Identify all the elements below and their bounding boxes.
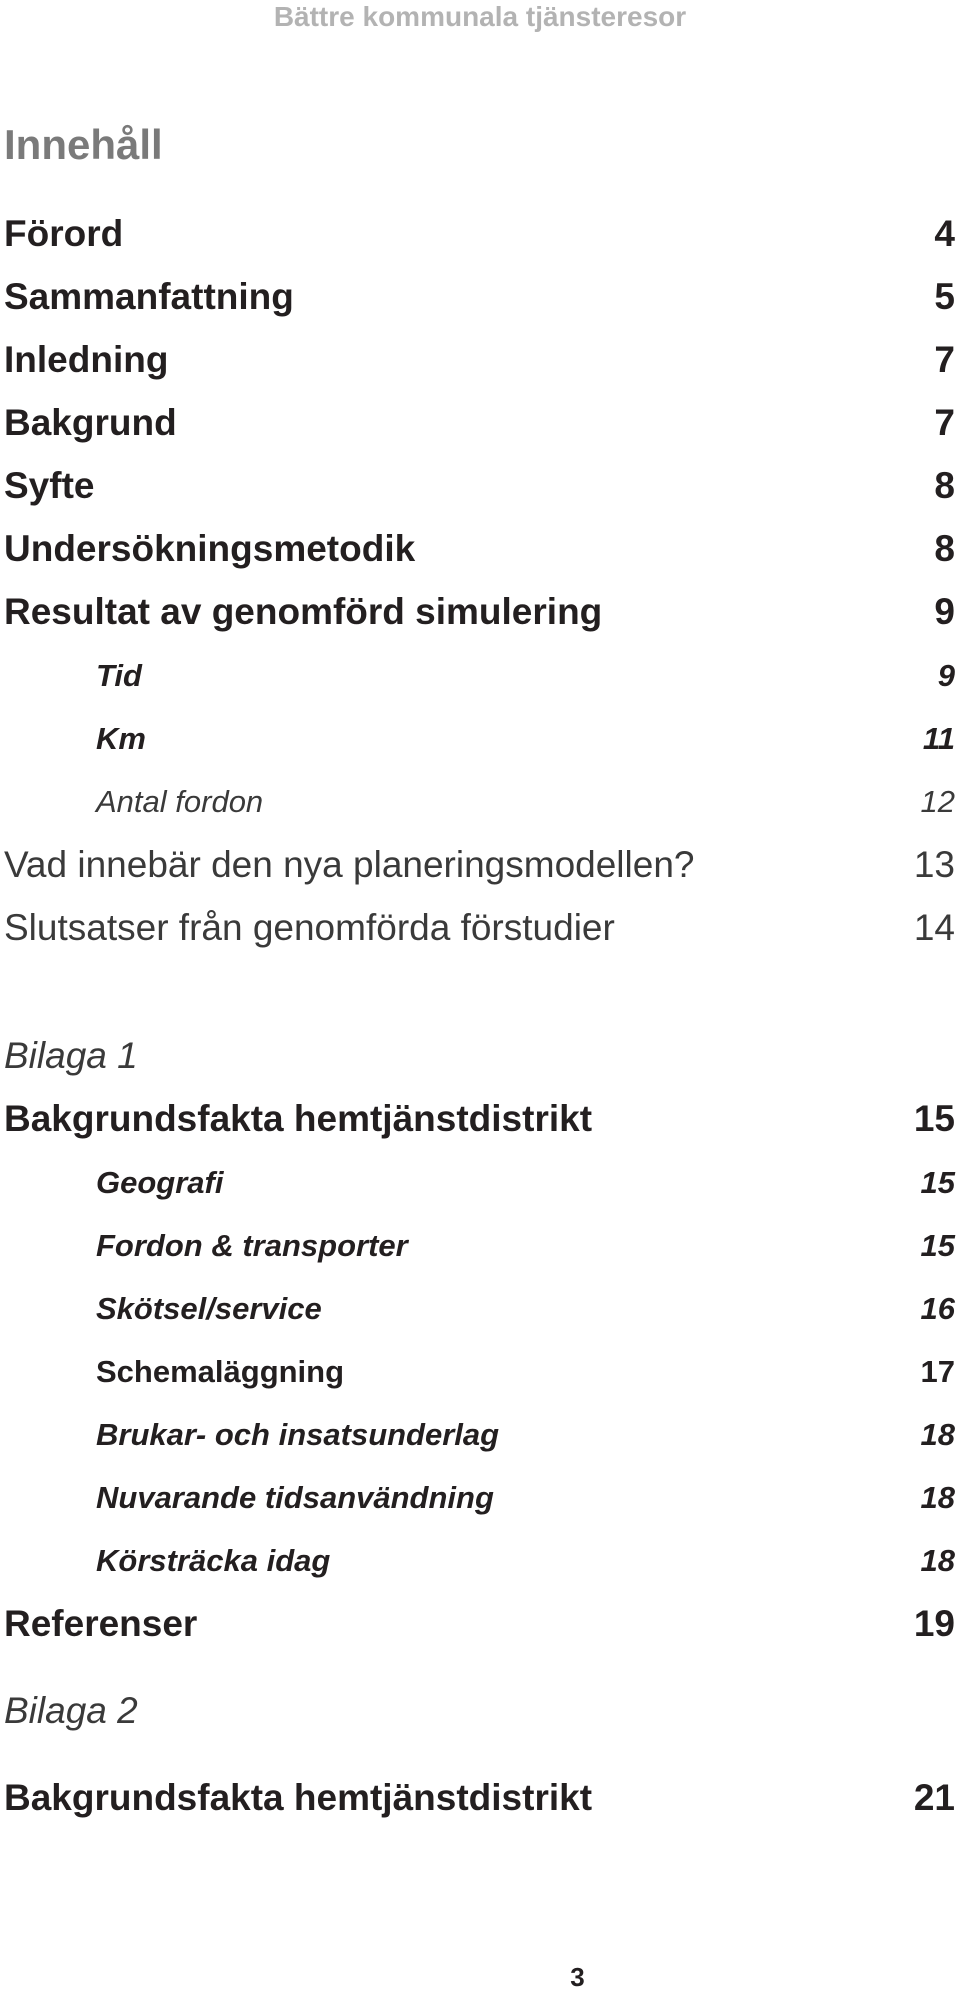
toc-entry-page: 8 <box>934 465 955 506</box>
running-header: Bättre kommunala tjänsteresor <box>273 1 687 32</box>
toc-subentry-korstracka-idag[interactable] <box>4 1541 955 1581</box>
toc-entry-page: 14 <box>913 907 955 948</box>
toc-entry-undersokningsmetodik[interactable] <box>4 527 955 571</box>
toc-entry-bakgrund[interactable] <box>4 401 955 445</box>
toc-entry-label: Slutsatser från genomförda förstudier <box>4 907 615 948</box>
toc-entry-page: 8 <box>934 528 955 569</box>
toc-subentry-fordon-transporter[interactable] <box>4 1226 955 1266</box>
appendix-2-title: Bilaga 2 <box>4 1690 138 1731</box>
toc-entry-label: Undersökningsmetodik <box>4 528 416 569</box>
toc-entry-page: 18 <box>920 1417 955 1452</box>
toc-entry-syfte[interactable] <box>4 464 955 508</box>
toc-entry-label: Fordon & transporter <box>96 1228 408 1263</box>
toc-subentry-geografi[interactable] <box>4 1163 955 1203</box>
toc-entry-label: Bakgrund <box>4 402 177 443</box>
toc-entry-forord[interactable] <box>4 212 955 256</box>
toc-subentry-schemalaggning[interactable] <box>4 1352 955 1392</box>
toc-entry-bakgrundsfakta-2[interactable] <box>4 1776 955 1820</box>
toc-entry-resultat[interactable] <box>4 590 955 634</box>
toc-subentry-brukar-insatsunderlag[interactable] <box>4 1415 955 1455</box>
toc-title: Innehåll <box>4 121 163 168</box>
toc-entry-label: Förord <box>4 213 124 254</box>
toc-entry-page: 11 <box>922 721 955 756</box>
toc-subentry-km[interactable] <box>4 719 955 759</box>
toc-entry-page: 4 <box>934 213 955 254</box>
toc-entry-label: Syfte <box>4 465 95 506</box>
toc-entry-label: Bakgrundsfakta hemtjänstdistrikt <box>4 1098 593 1139</box>
toc-subentry-skotsel-service[interactable] <box>4 1289 955 1329</box>
toc-entry-label: Antal fordon <box>96 784 264 819</box>
toc-entry-label: Brukar- och insatsunderlag <box>96 1417 500 1452</box>
toc-entry-bakgrundsfakta-1[interactable] <box>4 1097 955 1141</box>
toc-entry-sammanfattning[interactable] <box>4 275 955 319</box>
toc-entry-page: 7 <box>934 339 955 380</box>
toc-entry-page: 7 <box>934 402 955 443</box>
toc-subentry-nuvarande-tidsanvandning[interactable] <box>4 1478 955 1518</box>
toc-subentry-tid[interactable] <box>4 656 955 696</box>
appendix-1-title: Bilaga 1 <box>4 1035 138 1076</box>
toc-entry-page: 19 <box>913 1603 955 1644</box>
toc-entry-page: 18 <box>920 1480 955 1515</box>
toc-entry-page: 16 <box>920 1291 955 1326</box>
toc-entry-page: 18 <box>920 1543 955 1578</box>
toc-entry-label: Inledning <box>4 339 169 380</box>
toc-entry-label: Nuvarande tidsanvändning <box>96 1480 494 1515</box>
toc-entry-page: 9 <box>937 658 955 693</box>
toc-entry-label: Sammanfattning <box>4 276 294 317</box>
toc-entry-inledning[interactable] <box>4 338 955 382</box>
toc-entry-label: Bakgrundsfakta hemtjänstdistrikt <box>4 1777 593 1818</box>
toc-entry-page: 17 <box>920 1354 955 1389</box>
toc-entry-page: 12 <box>920 784 955 819</box>
toc-entry-label: Resultat av genomförd simulering <box>4 591 603 632</box>
toc-entry-page: 15 <box>913 1098 955 1139</box>
toc-entry-label: Tid <box>96 658 142 693</box>
toc-entry-label: Schemaläggning <box>96 1354 345 1389</box>
toc-entry-planeringsmodellen[interactable] <box>4 843 955 887</box>
toc-entry-page: 9 <box>934 591 955 632</box>
toc-entry-referenser[interactable] <box>4 1602 955 1646</box>
toc-subentry-antal-fordon[interactable] <box>4 782 955 822</box>
toc-entry-label: Referenser <box>4 1603 198 1644</box>
toc-entry-label: Körsträcka idag <box>96 1543 331 1578</box>
toc-entry-page: 15 <box>920 1165 955 1200</box>
toc-entry-page: 5 <box>934 276 955 317</box>
toc-entry-slutsatser[interactable] <box>4 906 955 950</box>
toc-entry-label: Vad innebär den nya planeringsmodellen? <box>4 844 695 885</box>
toc-entry-label: Skötsel/service <box>96 1291 322 1326</box>
toc-entry-page: 15 <box>920 1228 955 1263</box>
toc-entry-label: Geografi <box>96 1165 224 1200</box>
toc-entry-label: Km <box>96 721 146 756</box>
toc-entry-page: 13 <box>913 844 955 885</box>
page-number: 3 <box>570 1962 585 1992</box>
toc-entry-page: 21 <box>913 1777 955 1818</box>
